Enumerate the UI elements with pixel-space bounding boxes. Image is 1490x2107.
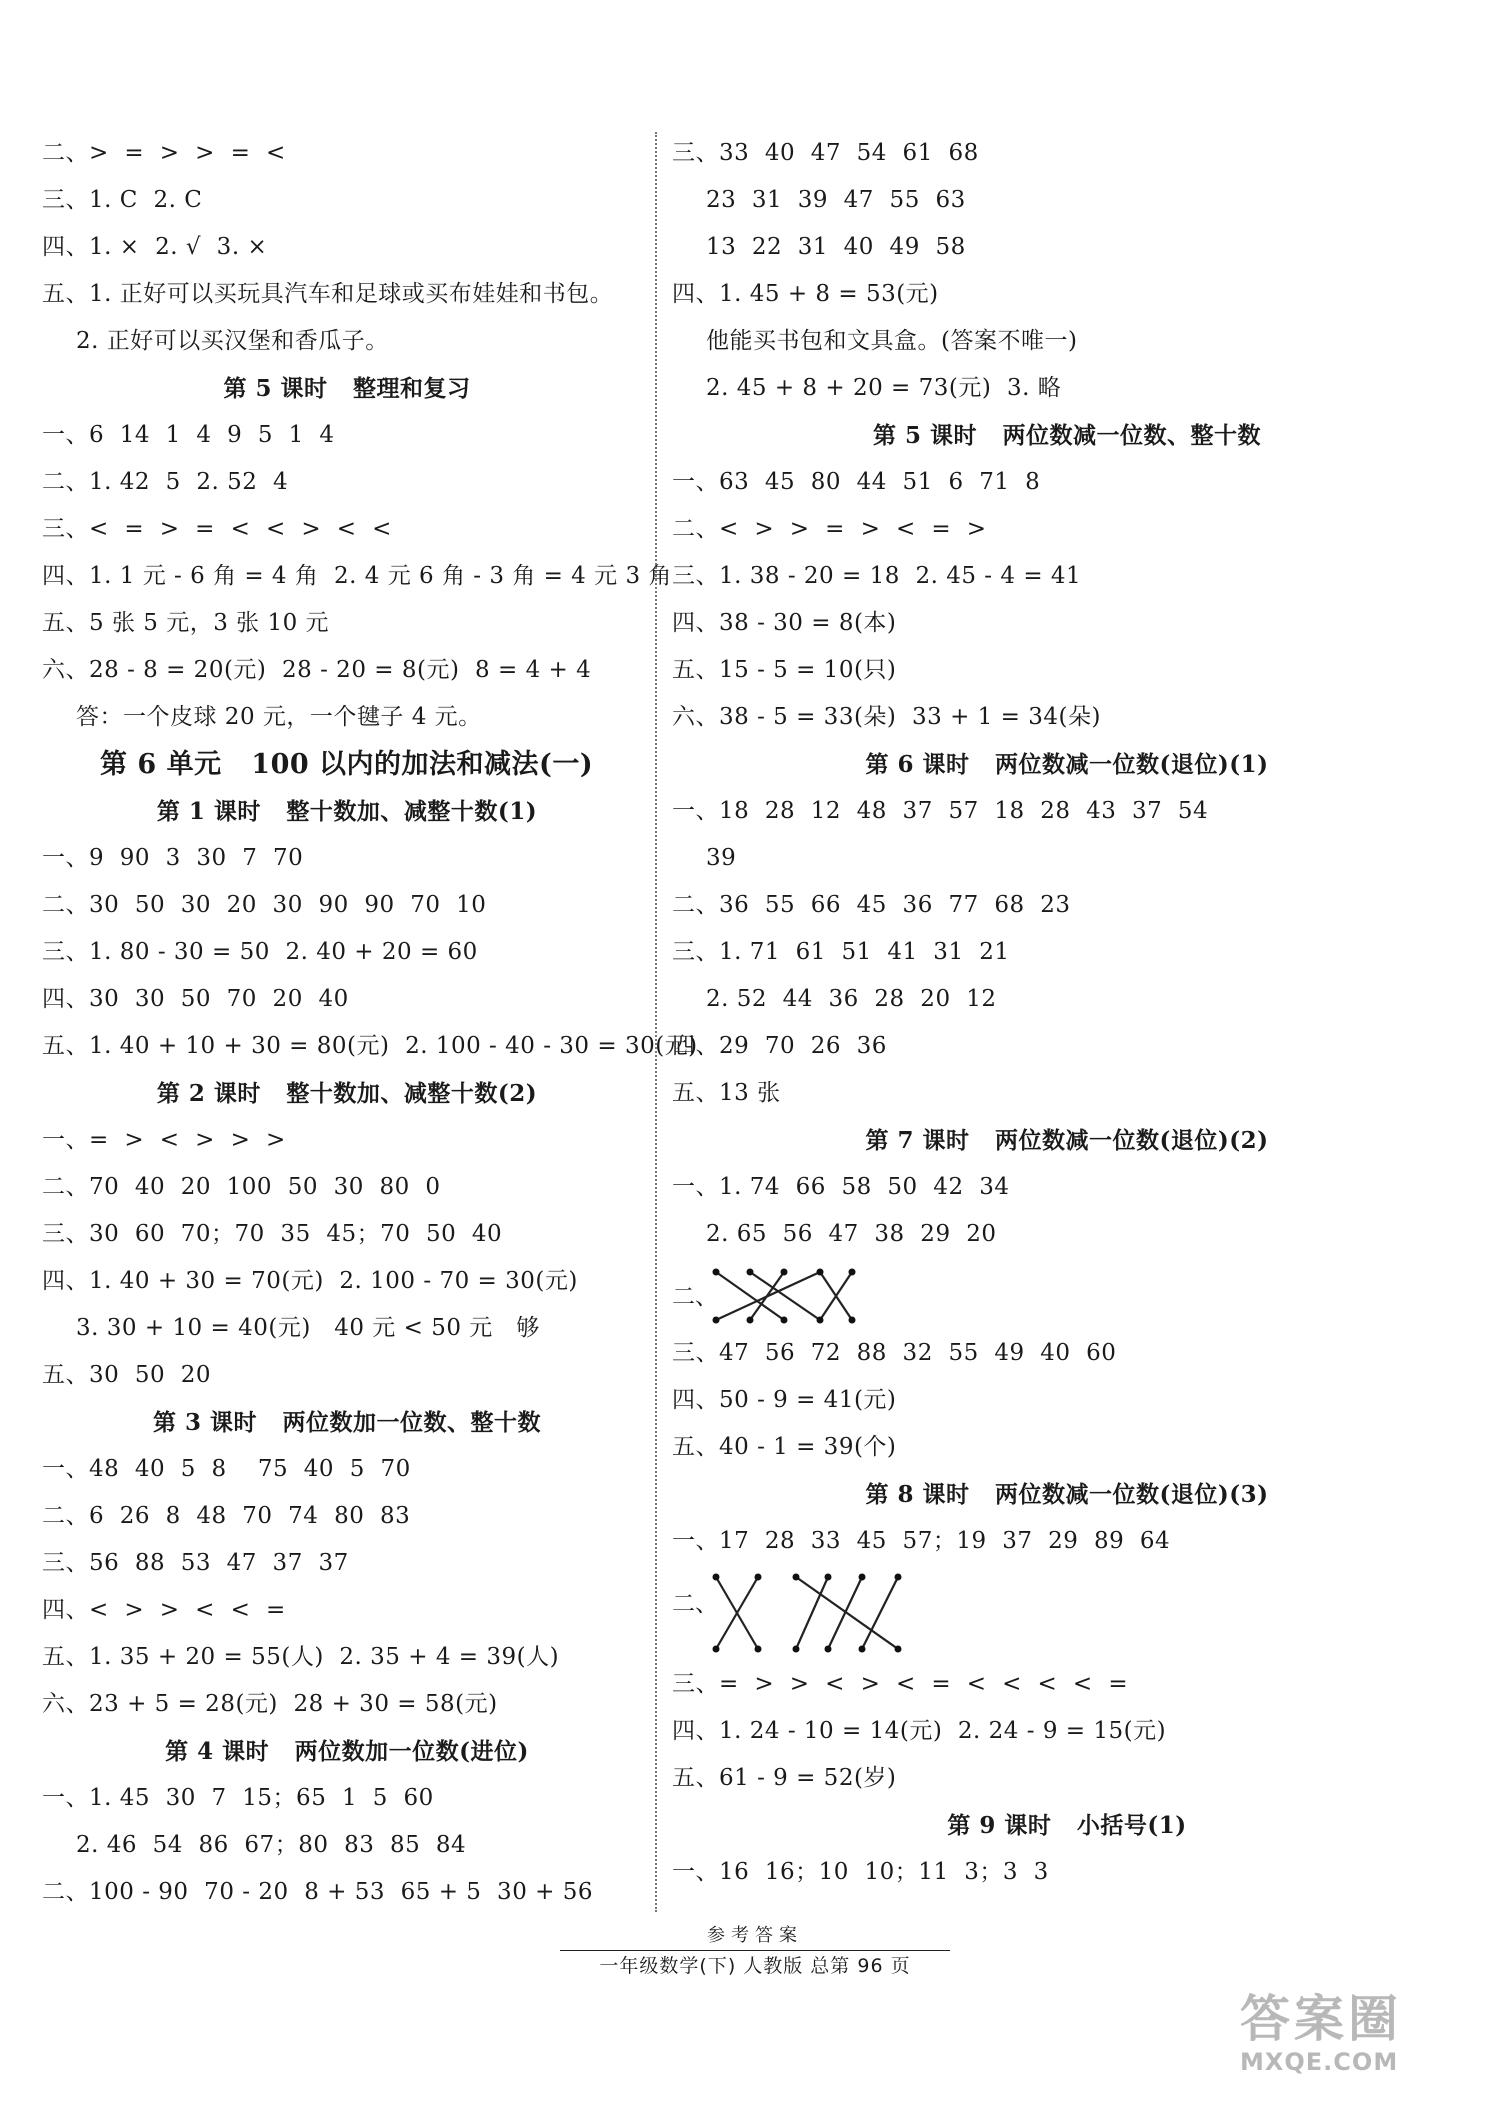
answer-line: 一、48 40 5 8 75 40 5 70 <box>42 1456 411 1482</box>
column-divider <box>655 132 657 1912</box>
answer-line: 答：一个皮球 20 元，一个毽子 4 元。 <box>76 704 482 730</box>
answer-line: 一、= > < > > > <box>42 1127 286 1153</box>
lesson-heading: 第 9 课时 小括号(1) <box>947 1812 1187 1839</box>
answer-line: 一、63 45 80 44 51 6 71 8 <box>672 469 1041 495</box>
page-footer <box>520 1924 990 1979</box>
answer-line: 他能买书包和文具盒。(答案不唯一) <box>706 328 1078 354</box>
answer-line: 五、1. 40 + 10 + 30 = 80(元) 2. 100 - 40 - 30 = 30(元) <box>42 1033 698 1059</box>
answer-line: 一、16 16；10 10；11 3；3 3 <box>672 1859 1049 1885</box>
matching-label: 二、 <box>672 1284 718 1310</box>
lesson-heading: 第 5 课时 整理和复习 <box>223 375 471 402</box>
answer-line: 2. 正好可以买汉堡和香瓜子。 <box>76 328 389 354</box>
watermark-logo <box>1240 1990 1480 2100</box>
matching-exercise-2 <box>672 1565 1462 1661</box>
answer-line: 四、30 30 50 70 20 40 <box>42 986 349 1012</box>
answer-line: 五、30 50 20 <box>42 1362 212 1388</box>
lesson-heading: 第 2 课时 整十数加、减整十数(2) <box>156 1080 538 1107</box>
answer-line: 二、100 - 90 70 - 20 8 + 53 65 + 5 30 + 56 <box>42 1879 593 1905</box>
answer-line: 五、1. 正好可以买玩具汽车和足球或买布娃娃和书包。 <box>42 281 614 307</box>
answer-line: 一、17 28 33 45 57；19 37 29 89 64 <box>672 1528 1171 1554</box>
answer-line: 六、23 + 5 = 28(元) 28 + 30 = 58(元) <box>42 1691 498 1717</box>
answer-line: 四、1. × 2. √ 3. × <box>42 234 268 260</box>
answer-line: 三、56 88 53 47 37 37 <box>42 1550 349 1576</box>
answer-line: 二、36 55 66 45 36 77 68 23 <box>672 892 1071 918</box>
matching-exercise-1 <box>672 1258 1462 1330</box>
matching-lines-2 <box>702 1565 932 1661</box>
answer-line: 2. 46 54 86 67；80 83 85 84 <box>76 1832 467 1858</box>
answer-line: 三、1. 80 - 30 = 50 2. 40 + 20 = 60 <box>42 939 478 965</box>
answer-line: 二、1. 42 5 2. 52 4 <box>42 469 289 495</box>
lesson-heading: 第 3 课时 两位数加一位数、整十数 <box>152 1409 542 1436</box>
answer-line: 三、30 60 70；70 35 45；70 50 40 <box>42 1221 503 1247</box>
footer-rule <box>560 1950 950 1951</box>
answer-line: 2. 65 56 47 38 29 20 <box>706 1221 997 1247</box>
answer-line: 二、30 50 30 20 30 90 90 70 10 <box>42 892 487 918</box>
lesson-heading: 第 7 课时 两位数减一位数(退位)(2) <box>865 1127 1269 1154</box>
left-answer-column <box>42 130 698 1916</box>
right-section-c <box>672 1661 1462 1896</box>
answer-line: 五、61 - 9 = 52(岁) <box>672 1765 897 1791</box>
answer-line: 一、18 28 12 48 37 57 18 28 43 37 54 <box>672 798 1209 824</box>
answer-line: 二、70 40 20 100 50 30 80 0 <box>42 1174 441 1200</box>
right-section-b <box>672 1330 1462 1565</box>
lesson-heading: 第 5 课时 两位数减一位数、整十数 <box>872 422 1262 449</box>
answer-line: 三、33 40 47 54 61 68 <box>672 140 979 166</box>
answer-line: 三、47 56 72 88 32 55 49 40 60 <box>672 1340 1117 1366</box>
answer-line: 一、9 90 3 30 7 70 <box>42 845 304 871</box>
lesson-heading: 第 6 课时 两位数减一位数(退位)(1) <box>865 751 1269 778</box>
answer-line: 五、40 - 1 = 39(个) <box>672 1434 897 1460</box>
answer-line: 四、38 - 30 = 8(本) <box>672 610 897 636</box>
answer-line: 五、1. 35 + 20 = 55(人) 2. 35 + 4 = 39(人) <box>42 1644 560 1670</box>
right-answer-column <box>672 130 1462 1896</box>
answer-line: 三、< = > = < < > < < <box>42 516 392 542</box>
answer-line: 一、6 14 1 4 9 5 1 4 <box>42 422 335 448</box>
answer-line: 3. 30 + 10 = 40(元) 40 元 < 50 元 够 <box>76 1315 540 1341</box>
lesson-heading: 第 1 课时 整十数加、减整十数(1) <box>156 798 538 825</box>
answer-line: 二、> = > > = < <box>42 140 286 166</box>
answer-line: 23 31 39 47 55 63 <box>706 187 966 213</box>
answer-line: 五、13 张 <box>672 1080 781 1106</box>
answer-line: 六、28 - 8 = 20(元) 28 - 20 = 8(元) 8 = 4 + 4 <box>42 657 592 683</box>
answer-line: 三、= > > < > < = < < < < = <box>672 1671 1129 1697</box>
answer-line: 39 <box>706 845 737 871</box>
answer-line: 二、6 26 8 48 70 74 80 83 <box>42 1503 411 1529</box>
answer-line: 四、29 70 26 36 <box>672 1033 887 1059</box>
answer-line: 13 22 31 40 49 58 <box>706 234 966 260</box>
lesson-heading: 第 8 课时 两位数减一位数(退位)(3) <box>865 1481 1269 1508</box>
answer-line: 二、< > > = > < = > <box>672 516 987 542</box>
answer-line: 三、1. 71 61 51 41 31 21 <box>672 939 1010 965</box>
answer-line: 四、< > > < < = <box>42 1597 286 1623</box>
answer-line: 四、1. 24 - 10 = 14(元) 2. 24 - 9 = 15(元) <box>672 1718 1167 1744</box>
answer-line: 六、38 - 5 = 33(朵) 33 + 1 = 34(朵) <box>672 704 1101 730</box>
answer-line: 2. 52 44 36 28 20 12 <box>706 986 997 1012</box>
answer-line: 一、1. 74 66 58 50 42 34 <box>672 1174 1010 1200</box>
answer-line: 一、1. 45 30 7 15；65 1 5 60 <box>42 1785 434 1811</box>
answer-line: 四、1. 40 + 30 = 70(元) 2. 100 - 70 = 30(元) <box>42 1268 578 1294</box>
answer-line: 五、5 张 5 元，3 张 10 元 <box>42 610 330 636</box>
answer-line: 五、15 - 5 = 10(只) <box>672 657 897 683</box>
watermark-url: MXQE.COM <box>1240 2048 1399 2076</box>
answer-line: 四、50 - 9 = 41(元) <box>672 1387 897 1413</box>
answer-line: 四、1. 45 + 8 = 53(元) <box>672 281 939 307</box>
footer-page-info: 一年级数学(下) 人教版 总第 96 页 <box>599 1955 911 1977</box>
unit-title: 第 6 单元 100 以内的加法和减法(一) <box>100 749 594 780</box>
answer-line: 三、1. C 2. C <box>42 187 203 213</box>
answer-line: 三、1. 38 - 20 = 18 2. 45 - 4 = 41 <box>672 563 1082 589</box>
matching-label: 二、 <box>672 1591 718 1617</box>
answer-line: 2. 45 + 8 + 20 = 73(元) 3. 略 <box>706 375 1062 401</box>
matching-lines-1 <box>702 1258 862 1330</box>
watermark-text: 答案圈 <box>1240 1990 1402 2048</box>
lesson-heading: 第 4 课时 两位数加一位数(进位) <box>165 1738 529 1765</box>
answer-line: 四、1. 1 元 - 6 角 = 4 角 2. 4 元 6 角 - 3 角 = 4 元 3 角 <box>42 563 672 589</box>
footer-title: 参考答案 <box>707 1925 803 1946</box>
right-section-a <box>672 130 1462 1258</box>
